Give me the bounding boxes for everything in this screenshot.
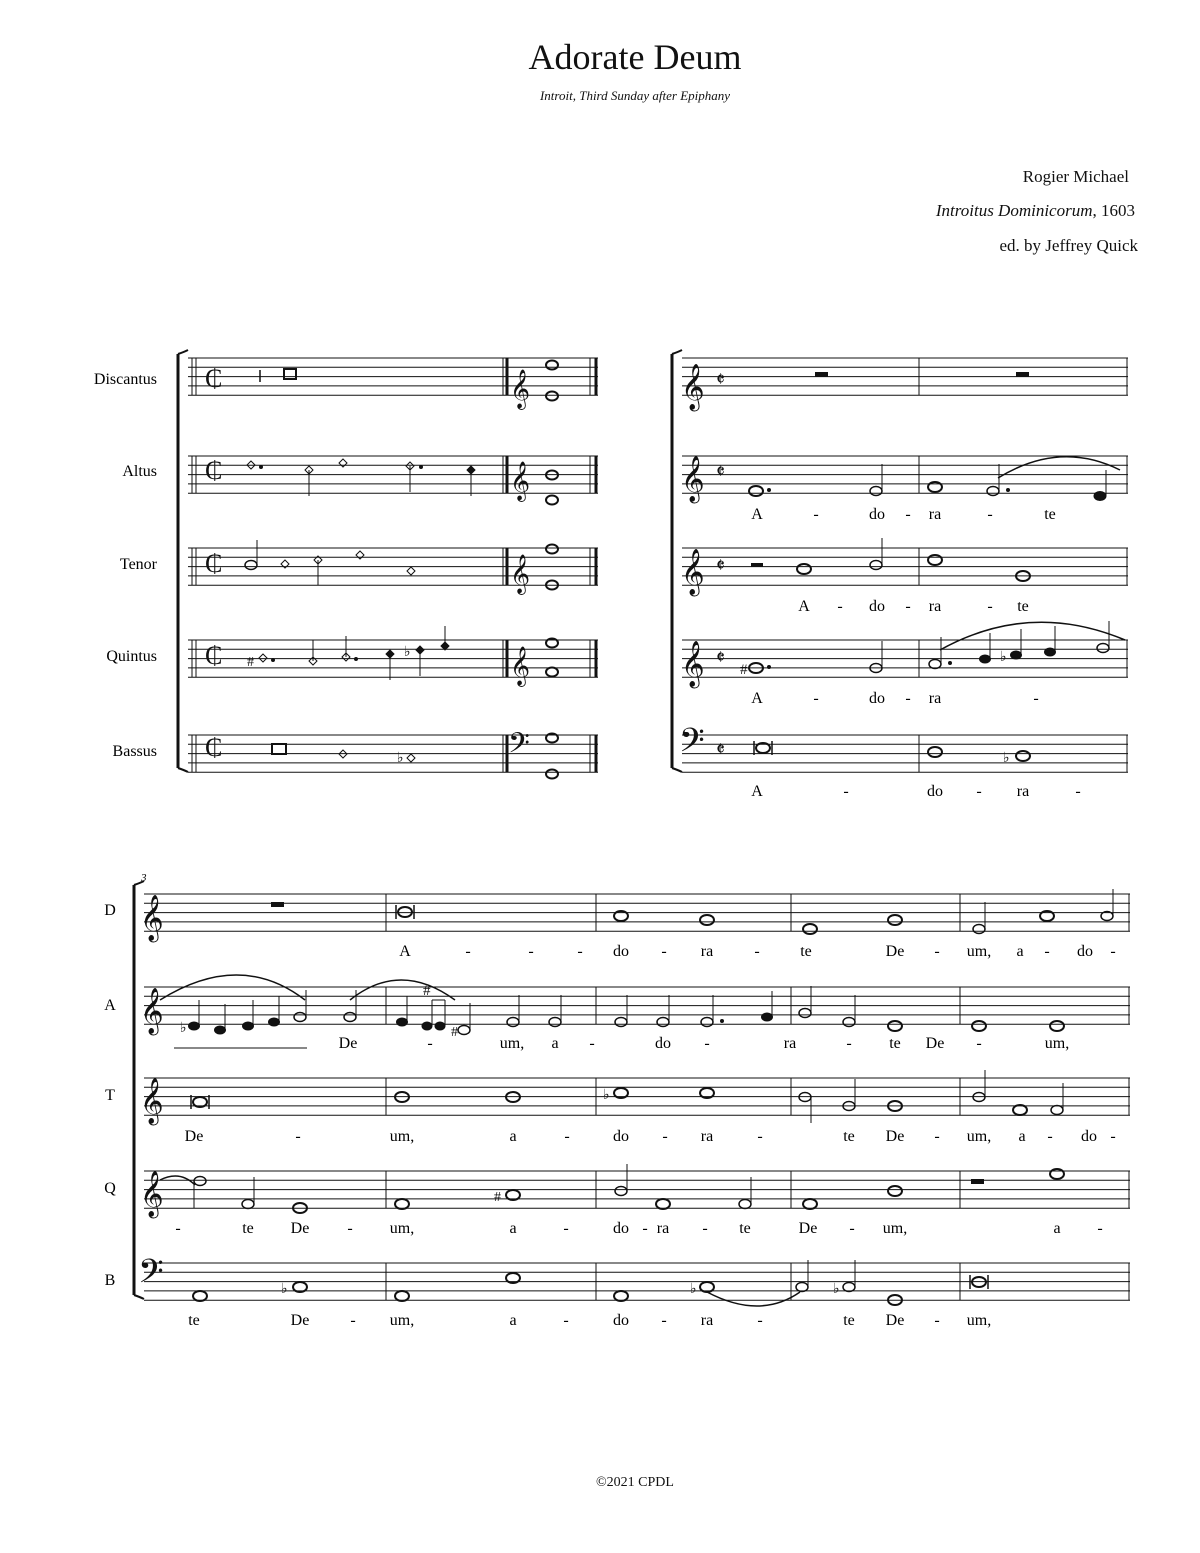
lyric-syllable: De xyxy=(885,1128,905,1145)
lyric-syllable: te xyxy=(1017,598,1029,615)
system1-staves xyxy=(682,358,1128,772)
lyric-syllable: ra xyxy=(928,506,942,523)
lyric-syllable: - xyxy=(350,1312,356,1329)
lyric-syllable: ra xyxy=(1016,783,1030,800)
voice-name-discantus: Discantus xyxy=(93,371,157,388)
lyric-syllable: um, xyxy=(966,1128,992,1145)
lyric-syllable: - xyxy=(564,1128,570,1145)
lyric-syllable: - xyxy=(563,1220,569,1237)
lyric-syllable: a xyxy=(1018,1128,1026,1145)
lyric-syllable: - xyxy=(1110,1128,1116,1145)
svg-text:#: # xyxy=(247,655,254,670)
lyric-syllable: ra xyxy=(700,943,714,960)
voice-name-quintus: Quintus xyxy=(106,648,157,665)
lyric-syllable: - xyxy=(757,1312,763,1329)
score-subtitle: Introit, Third Sunday after Epiphany xyxy=(539,88,731,103)
lyric-syllable: ra xyxy=(656,1220,670,1237)
lyric-syllable: De xyxy=(885,1312,905,1329)
lyric-syllable: - xyxy=(1110,943,1116,960)
incipit-staff xyxy=(188,735,598,772)
lyric-syllable: te xyxy=(242,1220,254,1237)
svg-text:𝄵: 𝄵 xyxy=(716,461,725,483)
lyric-syllable: - xyxy=(849,1220,855,1237)
lyric-syllable: do xyxy=(655,1035,671,1052)
lyric-syllable: do xyxy=(869,598,885,615)
svg-text:𝄞: 𝄞 xyxy=(140,1171,164,1216)
lyric-syllable: do xyxy=(1081,1128,1097,1145)
lyric-syllable: A xyxy=(798,598,810,615)
lyric-syllable: De xyxy=(885,943,905,960)
voice-name-tenor: Tenor xyxy=(119,556,157,573)
lyric-syllable: a xyxy=(509,1220,517,1237)
voice-name-altus: Altus xyxy=(122,463,157,480)
system1-staff xyxy=(682,735,1128,772)
voice-abbr-q: Q xyxy=(104,1180,116,1197)
lyric-syllable: ra xyxy=(783,1035,797,1052)
lyric-syllable: De xyxy=(290,1312,310,1329)
lyric-syllable: - xyxy=(1075,783,1081,800)
lyric-syllable: do xyxy=(613,943,629,960)
system1-staff xyxy=(682,548,1128,585)
cut-time-icon: ₵ xyxy=(205,733,223,762)
lyric-syllable: - xyxy=(905,598,911,615)
lyric-syllable: - xyxy=(754,943,760,960)
lyric-syllable: - xyxy=(577,943,583,960)
svg-text:𝄵: 𝄵 xyxy=(716,555,725,577)
lyric-syllable: te xyxy=(1044,506,1056,523)
lyric-syllable: - xyxy=(1033,690,1039,707)
lyric-syllable: um, xyxy=(389,1220,415,1237)
system2-staff xyxy=(144,1078,1130,1115)
cut-time-icon: ₵ xyxy=(205,549,223,578)
source-year: , 1603 xyxy=(1092,201,1135,220)
lyric-syllable: De xyxy=(290,1220,310,1237)
lyric-syllable: um, xyxy=(389,1128,415,1145)
lyric-syllable: te xyxy=(843,1128,855,1145)
lyric-syllable: - xyxy=(813,506,819,523)
lyric-syllable: - xyxy=(704,1035,710,1052)
lyric-syllable: do xyxy=(613,1128,629,1145)
incipit-staff xyxy=(188,548,598,585)
svg-text:♭: ♭ xyxy=(1000,650,1007,665)
lyric-syllable: ra xyxy=(700,1128,714,1145)
lyric-syllable: um, xyxy=(966,943,992,960)
svg-text:𝄵: 𝄵 xyxy=(716,369,725,391)
lyric-syllable: ra xyxy=(928,690,942,707)
lyric-syllable: - xyxy=(661,943,667,960)
treble-clef-icon: 𝄞 xyxy=(510,463,531,500)
treble-clef-icon: 𝄞 xyxy=(510,648,531,685)
svg-text:♭: ♭ xyxy=(690,1282,697,1297)
system2-staff xyxy=(144,987,1130,1024)
lyric-syllable: te xyxy=(843,1312,855,1329)
lyric-syllable: do xyxy=(613,1220,629,1237)
lyric-syllable: a xyxy=(1016,943,1024,960)
score-title: Adorate Deum xyxy=(528,37,742,77)
lyric-syllable: - xyxy=(589,1035,595,1052)
lyric-syllable: - xyxy=(347,1220,353,1237)
source-work: Introitus Dominicorum xyxy=(935,201,1093,220)
lyric-syllable: um, xyxy=(1044,1035,1070,1052)
lyric-syllable: te xyxy=(889,1035,901,1052)
lyric-syllable: - xyxy=(427,1035,433,1052)
composer-name: Rogier Michael xyxy=(1022,167,1129,186)
lyric-syllable: - xyxy=(934,1312,940,1329)
lyric-syllable: - xyxy=(846,1035,852,1052)
svg-text:𝄞: 𝄞 xyxy=(681,641,705,686)
treble-clef-icon: 𝄞 xyxy=(510,371,531,408)
system1-staff xyxy=(682,640,1128,677)
svg-text:𝄵: 𝄵 xyxy=(716,647,725,669)
lyric-syllable: ra xyxy=(928,598,942,615)
lyric-syllable: - xyxy=(757,1128,763,1145)
lyric-syllable: De xyxy=(798,1220,818,1237)
lyric-syllable: De xyxy=(184,1128,204,1145)
cut-time-icon: ₵ xyxy=(205,364,223,393)
measure-number: 3 xyxy=(141,872,147,884)
svg-text:#: # xyxy=(423,983,431,999)
lyric-syllable: - xyxy=(702,1220,708,1237)
system2-staff xyxy=(144,1263,1130,1300)
svg-text:♭: ♭ xyxy=(180,1021,187,1036)
lyric-syllable: - xyxy=(843,783,849,800)
svg-text:♭: ♭ xyxy=(603,1088,610,1103)
lyric-syllable: - xyxy=(905,506,911,523)
range-indicators xyxy=(508,361,558,779)
lyric-syllable: do xyxy=(1077,943,1093,960)
treble-clef-icon: 𝄞 xyxy=(510,556,531,593)
svg-text:♭: ♭ xyxy=(397,751,404,766)
lyric-syllable: - xyxy=(1097,1220,1103,1237)
lyric-syllable: - xyxy=(837,598,843,615)
svg-text:♭: ♭ xyxy=(1003,751,1010,766)
lyric-syllable: - xyxy=(987,598,993,615)
lyric-syllable: - xyxy=(813,690,819,707)
svg-text:♭: ♭ xyxy=(281,1282,288,1297)
lyric-syllable: - xyxy=(987,506,993,523)
lyric-syllable: - xyxy=(934,943,940,960)
lyric-syllable: - xyxy=(1044,943,1050,960)
lyric-syllable: um, xyxy=(389,1312,415,1329)
incipit-notes xyxy=(205,364,475,766)
svg-text:𝄞: 𝄞 xyxy=(681,549,705,594)
lyric-syllable: A xyxy=(751,506,763,523)
voice-abbr-d: D xyxy=(104,902,116,919)
voice-name-bassus: Bassus xyxy=(112,743,157,760)
lyric-syllable: - xyxy=(563,1312,569,1329)
svg-text:𝄵: 𝄵 xyxy=(716,739,725,761)
voice-abbr-b: B xyxy=(104,1272,116,1289)
lyrics xyxy=(175,506,1115,1329)
svg-text:♭: ♭ xyxy=(833,1282,840,1297)
cut-time-icon: ₵ xyxy=(205,641,223,670)
lyric-syllable: te xyxy=(188,1312,200,1329)
svg-text:𝄢: 𝄢 xyxy=(138,1253,164,1298)
voice-abbr-a: A xyxy=(104,997,116,1014)
lyric-syllable: De xyxy=(925,1035,945,1052)
incipit-staves xyxy=(188,358,598,772)
svg-text:♭: ♭ xyxy=(404,645,411,660)
lyric-syllable: do xyxy=(869,506,885,523)
lyric-syllable: - xyxy=(905,690,911,707)
editor-credit: ed. by Jeffrey Quick xyxy=(999,236,1138,255)
svg-text:#: # xyxy=(451,1025,458,1040)
lyric-syllable: a xyxy=(509,1312,517,1329)
lyric-syllable: a xyxy=(551,1035,559,1052)
system1-notes xyxy=(679,364,1125,767)
svg-text:𝄞: 𝄞 xyxy=(140,1078,164,1123)
lyric-syllable: A xyxy=(751,783,763,800)
lyric-syllable: - xyxy=(976,783,982,800)
lyric-syllable: - xyxy=(934,1128,940,1145)
lyric-syllable: - xyxy=(295,1128,301,1145)
lyric-syllable: - xyxy=(642,1220,648,1237)
lyric-syllable: - xyxy=(1047,1128,1053,1145)
lyric-syllable: A xyxy=(399,943,411,960)
lyric-syllable: te xyxy=(800,943,812,960)
svg-text:𝄞: 𝄞 xyxy=(681,456,705,501)
lyric-syllable: do xyxy=(613,1312,629,1329)
svg-text:𝄞: 𝄞 xyxy=(681,364,705,409)
copyright-footer: ©2021 CPDL xyxy=(596,1475,674,1490)
lyric-syllable: a xyxy=(1053,1220,1061,1237)
lyric-syllable: do xyxy=(927,783,943,800)
svg-text:#: # xyxy=(740,662,748,678)
svg-text:𝄞: 𝄞 xyxy=(140,895,164,940)
lyric-syllable: um, xyxy=(499,1035,525,1052)
incipit-staff xyxy=(188,456,598,493)
lyric-syllable: De xyxy=(338,1035,358,1052)
lyric-syllable: um, xyxy=(966,1312,992,1329)
lyric-syllable: ra xyxy=(700,1312,714,1329)
voice-abbr-t: T xyxy=(105,1087,115,1104)
lyric-syllable: um, xyxy=(882,1220,908,1237)
bass-clef-icon: 𝄢 xyxy=(508,729,530,766)
lyric-syllable: - xyxy=(175,1220,181,1237)
svg-text:𝄞: 𝄞 xyxy=(140,988,164,1033)
system2-staff xyxy=(144,1171,1130,1208)
lyric-syllable: - xyxy=(465,943,471,960)
lyric-syllable: - xyxy=(661,1312,667,1329)
svg-text:𝄢: 𝄢 xyxy=(679,722,705,767)
lyric-syllable: te xyxy=(739,1220,751,1237)
system1-staff xyxy=(682,358,1128,395)
incipit-staff xyxy=(188,358,598,395)
lyric-syllable: do xyxy=(869,690,885,707)
lyric-syllable: - xyxy=(976,1035,982,1052)
lyric-syllable: - xyxy=(662,1128,668,1145)
lyric-syllable: a xyxy=(509,1128,517,1145)
svg-text:#: # xyxy=(494,1190,501,1205)
lyric-syllable: A xyxy=(751,690,763,707)
system1-staff xyxy=(682,456,1128,493)
system-brackets xyxy=(134,350,682,1299)
lyric-syllable: - xyxy=(528,943,534,960)
cut-time-icon: ₵ xyxy=(205,456,223,485)
